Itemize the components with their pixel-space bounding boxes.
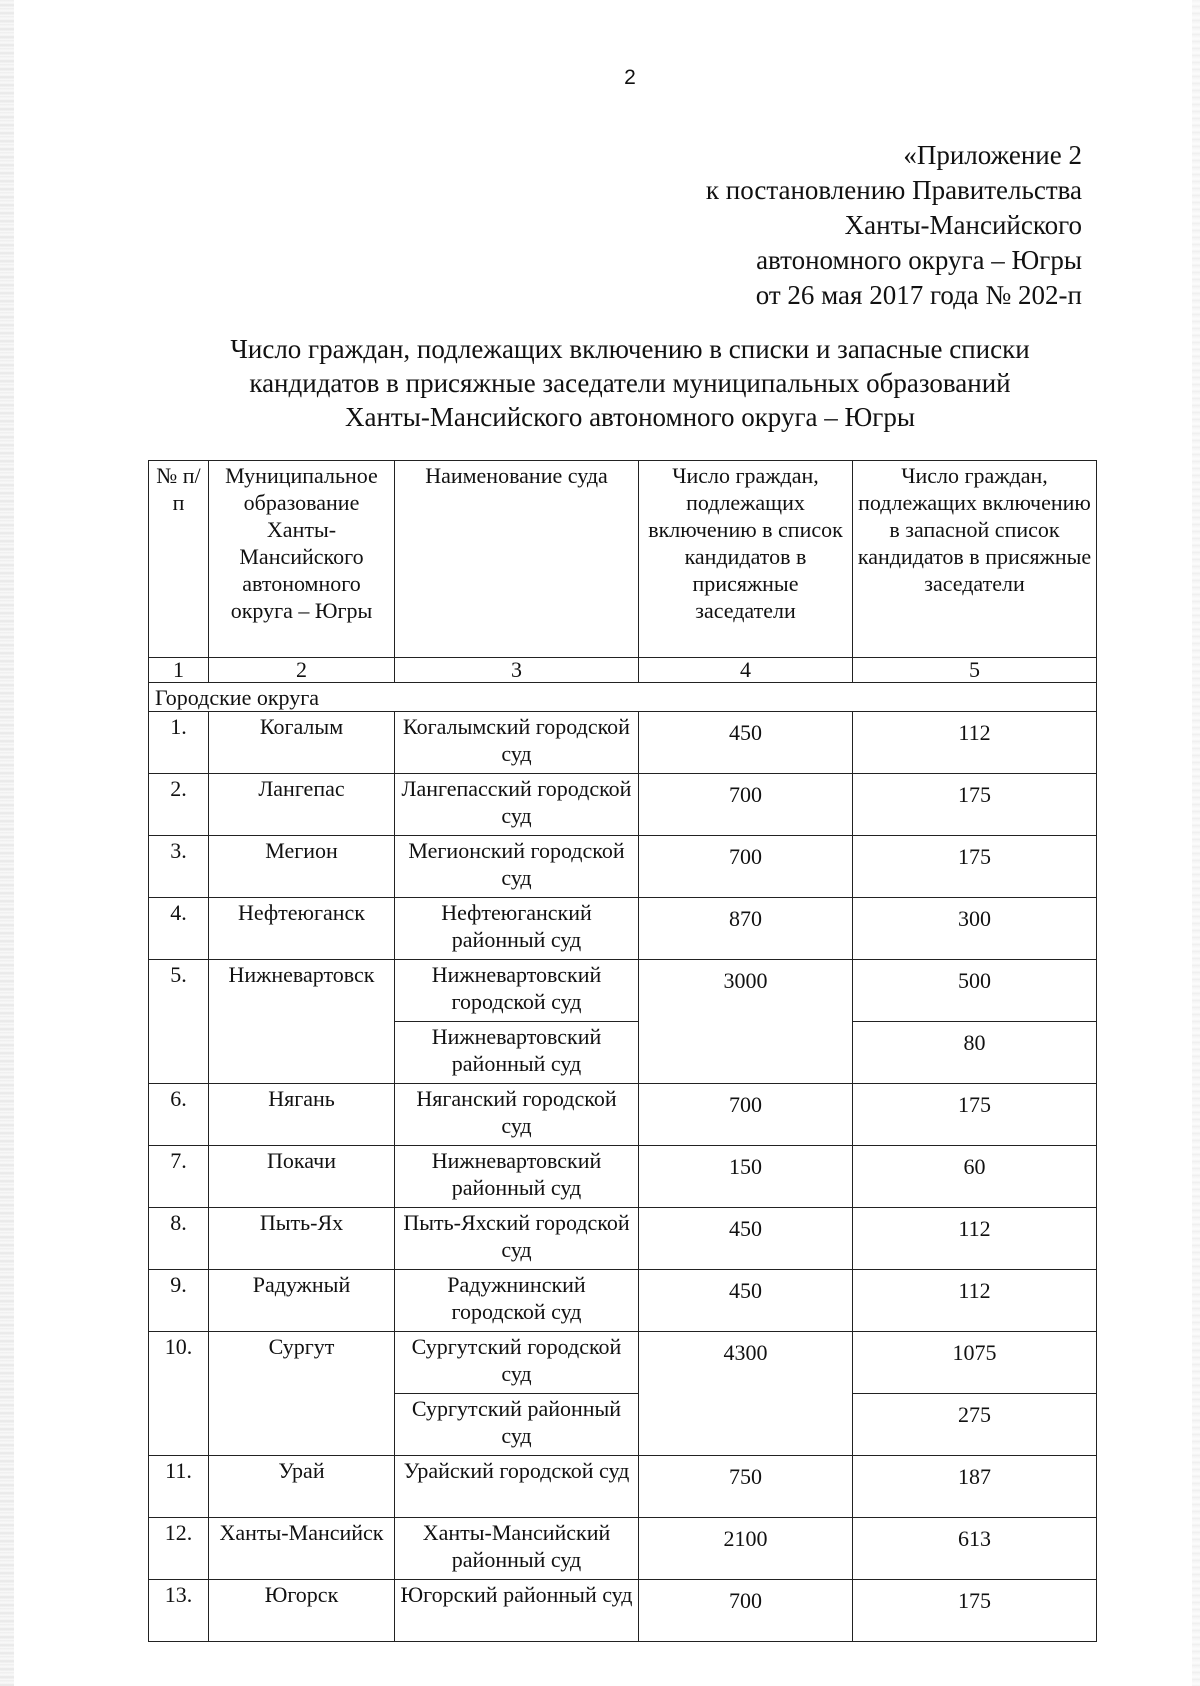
row-municipality: Покачи [209, 1146, 395, 1208]
table-header-row [149, 461, 1097, 658]
row-main-count: 700 [639, 1084, 853, 1146]
appendix-line: Ханты-Мансийского [844, 210, 1082, 240]
header-cell-number: № п/п [149, 461, 209, 658]
row-main-count: 450 [639, 1270, 853, 1332]
row-reserve-count: 60 [853, 1146, 1097, 1208]
row-reserve-count: 175 [853, 774, 1097, 836]
row-court: Сургутский городской суд [395, 1332, 639, 1394]
scan-edge-left [0, 0, 14, 1686]
row-court: Пыть-Яхский городской суд [395, 1208, 639, 1270]
row-municipality: Урай [209, 1456, 395, 1518]
row-reserve-count: 175 [853, 836, 1097, 898]
appendix-reference [706, 138, 1082, 313]
row-main-count: 450 [639, 1208, 853, 1270]
document-title [150, 332, 1110, 434]
row-municipality: Мегион [209, 836, 395, 898]
row-number: 7. [149, 1146, 209, 1208]
row-court: Радужнинский городской суд [395, 1270, 639, 1332]
row-number: 1. [149, 712, 209, 774]
row-number: 2. [149, 774, 209, 836]
row-municipality: Нижневартовск [209, 960, 395, 1084]
row-court: Когалымский городской суд [395, 712, 639, 774]
row-municipality: Лангепас [209, 774, 395, 836]
table-row [149, 1332, 1097, 1394]
column-number-row [149, 658, 1097, 683]
table-row [149, 1208, 1097, 1270]
row-number: 6. [149, 1084, 209, 1146]
row-reserve-count: 300 [853, 898, 1097, 960]
row-extra-reserve-count: 80 [853, 1022, 1097, 1084]
jurors-table [148, 460, 1097, 1642]
row-main-count: 150 [639, 1146, 853, 1208]
row-main-count: 700 [639, 1580, 853, 1642]
row-main-count: 2100 [639, 1518, 853, 1580]
row-number: 9. [149, 1270, 209, 1332]
header-cell-court: Наименование суда [395, 461, 639, 658]
table-row [149, 1580, 1097, 1642]
section-label: Городские округа [149, 683, 1097, 712]
row-court: Нефтеюганский районный суд [395, 898, 639, 960]
section-row [149, 683, 1097, 712]
row-municipality: Сургут [209, 1332, 395, 1456]
table-row [149, 712, 1097, 774]
table-row [149, 960, 1097, 1022]
row-main-count: 870 [639, 898, 853, 960]
row-extra-reserve-count: 275 [853, 1394, 1097, 1456]
title-line: Ханты-Мансийского автономного округа – Югры [345, 402, 915, 432]
row-municipality: Нефтеюганск [209, 898, 395, 960]
row-reserve-count: 175 [853, 1580, 1097, 1642]
row-municipality: Ханты-Мансийск [209, 1518, 395, 1580]
row-municipality: Пыть-Ях [209, 1208, 395, 1270]
table-row [149, 774, 1097, 836]
row-main-count: 3000 [639, 960, 853, 1084]
row-reserve-count: 175 [853, 1084, 1097, 1146]
header-cell-municipality: Муниципальное образование Ханты-Мансийского автономного округа – Югры [209, 461, 395, 658]
row-municipality: Когалым [209, 712, 395, 774]
row-court: Югорский районный суд [395, 1580, 639, 1642]
row-court: Мегионский городской суд [395, 836, 639, 898]
row-reserve-count: 112 [853, 712, 1097, 774]
row-main-count: 450 [639, 712, 853, 774]
page-number: 2 [624, 66, 636, 89]
appendix-line: к постановлению Правительства [705, 175, 1082, 205]
title-line: Число граждан, подлежащих включению в списки и запасные списки [230, 334, 1030, 364]
row-extra-court: Сургутский районный суд [395, 1394, 639, 1456]
table-row [149, 1518, 1097, 1580]
row-court: Лангепасский городской суд [395, 774, 639, 836]
title-line: кандидатов в присяжные заседатели муниципальных образований [249, 368, 1011, 398]
row-reserve-count: 500 [853, 960, 1097, 1022]
header-cell-reserve-count: Число граждан, подлежащих включению в запасной список кандидатов в присяжные заседатели [853, 461, 1097, 658]
column-number: 5 [853, 658, 1097, 683]
row-number: 10. [149, 1332, 209, 1456]
column-number: 3 [395, 658, 639, 683]
row-main-count: 750 [639, 1456, 853, 1518]
row-number: 8. [149, 1208, 209, 1270]
row-number: 12. [149, 1518, 209, 1580]
row-main-count: 700 [639, 774, 853, 836]
column-number: 4 [639, 658, 853, 683]
row-municipality: Югорск [209, 1580, 395, 1642]
row-reserve-count: 613 [853, 1518, 1097, 1580]
row-number: 5. [149, 960, 209, 1084]
table-row [149, 898, 1097, 960]
row-reserve-count: 187 [853, 1456, 1097, 1518]
table-row [149, 1270, 1097, 1332]
row-reserve-count: 112 [853, 1208, 1097, 1270]
scan-edge-right [1192, 0, 1200, 1686]
row-number: 4. [149, 898, 209, 960]
row-extra-court: Нижневартовский районный суд [395, 1022, 639, 1084]
column-number: 2 [209, 658, 395, 683]
row-main-count: 700 [639, 836, 853, 898]
row-number: 11. [149, 1456, 209, 1518]
column-number: 1 [149, 658, 209, 683]
row-court: Нижневартовский районный суд [395, 1146, 639, 1208]
row-reserve-count: 1075 [853, 1332, 1097, 1394]
row-main-count: 4300 [639, 1332, 853, 1456]
row-number: 3. [149, 836, 209, 898]
table-row [149, 1084, 1097, 1146]
row-court: Няганский городской суд [395, 1084, 639, 1146]
row-court: Ханты-Мансийский районный суд [395, 1518, 639, 1580]
row-municipality: Радужный [209, 1270, 395, 1332]
row-reserve-count: 112 [853, 1270, 1097, 1332]
appendix-line: автономного округа – Югры [756, 245, 1082, 275]
row-municipality: Нягань [209, 1084, 395, 1146]
row-number: 13. [149, 1580, 209, 1642]
table-row [149, 1146, 1097, 1208]
table-row [149, 1456, 1097, 1518]
table-row [149, 836, 1097, 898]
appendix-line: от 26 мая 2017 года № 202-п [755, 280, 1082, 310]
row-court: Нижневартовский городской суд [395, 960, 639, 1022]
row-court: Урайский городской суд [395, 1456, 639, 1518]
appendix-line: «Приложение 2 [903, 140, 1082, 170]
header-cell-main-count: Число граждан, подлежащих включению в список кандидатов в присяжные заседатели [639, 461, 853, 658]
